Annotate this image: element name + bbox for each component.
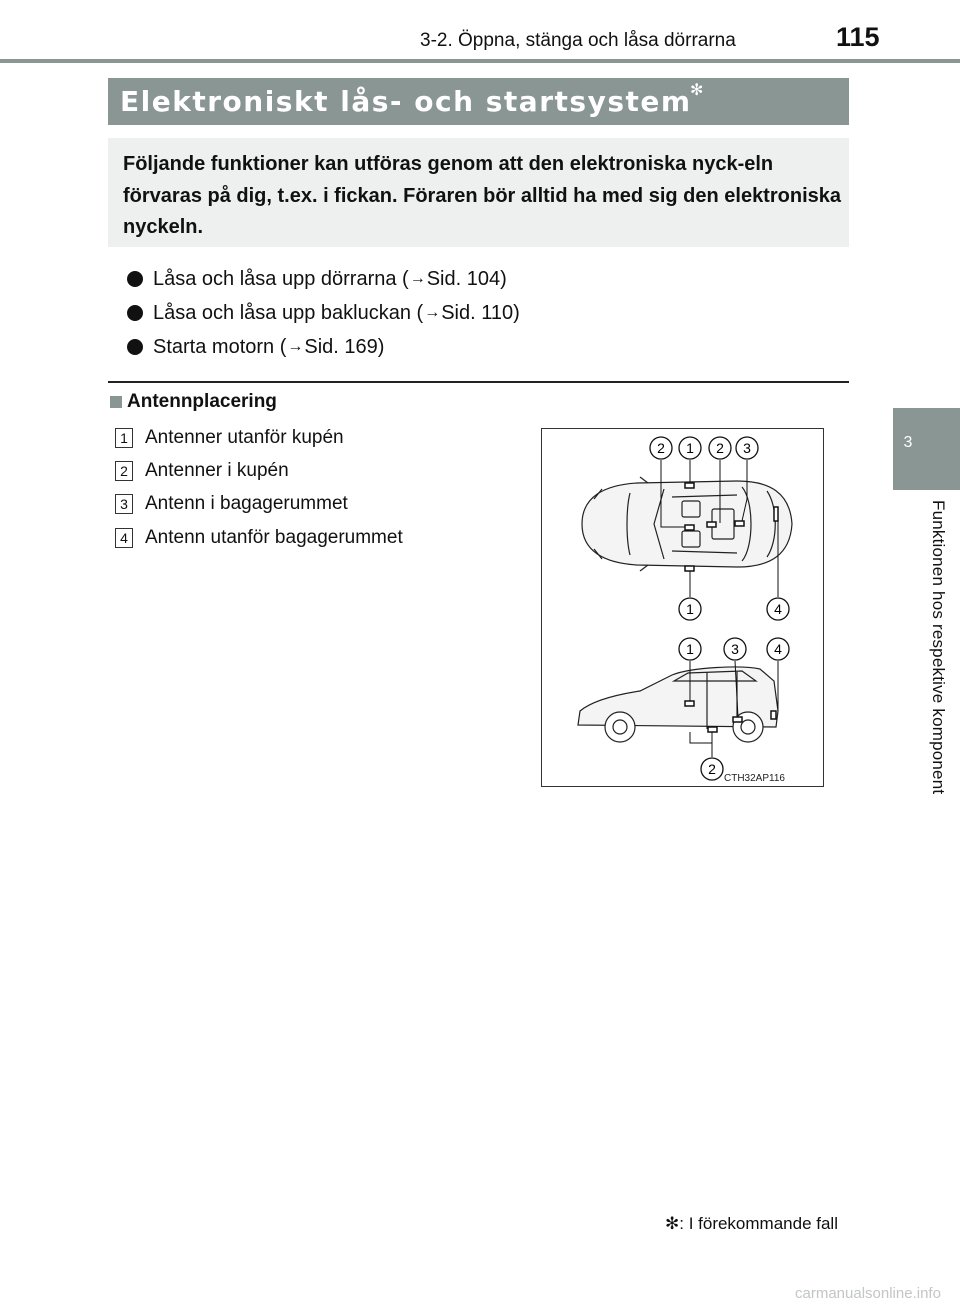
car-top-view [582,477,792,571]
legend-label: Antenn utanför bagagerummet [145,526,403,548]
list-item [127,330,520,364]
page-number: 115 [836,22,880,52]
bullet-icon [127,271,143,287]
legend-label: Antenner i kupén [145,459,289,481]
callout-4: 4 [774,601,782,617]
arrow-right-icon: → [409,270,426,287]
antenna-legend [115,421,403,554]
intro-box [108,138,849,247]
intro-text: Följande funktioner kan utföras genom att den elektroniska nyck-eln förvaras på dig, t.ex. i fickan. Föraren bör alltid ha med sig den elektroniska nyckeln. [123,153,841,238]
page-reference[interactable]: Sid. 104) [426,267,507,290]
arrow-right-icon: → [287,338,304,355]
legend-number: 3 [115,494,133,514]
section-divider [108,381,849,383]
legend-number: 4 [115,528,133,548]
chapter-number: 3 [903,434,913,451]
bullet-icon [127,305,143,321]
legend-item [115,454,403,487]
car-illustration [542,429,825,788]
car-side-view [578,667,778,742]
optional-marker: ✻ [690,82,704,99]
callout-3: 3 [731,641,739,657]
legend-item [115,421,403,454]
callout-2: 2 [716,440,724,456]
watermark: carmanualsonline.info [795,1285,941,1302]
callout-2: 2 [657,440,665,456]
callout-2: 2 [708,761,716,777]
legend-item [115,521,403,554]
callout-1: 1 [686,601,694,617]
legend-number: 2 [115,461,133,481]
list-item-text: Låsa och låsa upp bakluckan ( [153,301,424,324]
callout-1: 1 [686,641,694,657]
antenna-location-figure [541,428,824,787]
list-item [127,296,520,330]
square-bullet-icon [110,396,122,408]
figure-code: CTH32AP116 [724,773,785,784]
section-title: Elektroniskt lås- och startsystem [120,85,692,118]
footnote: ✻: I förekommande fall [665,1214,838,1233]
bullet-icon [127,339,143,355]
chapter-tab [893,408,960,490]
running-header: 3-2. Öppna, stänga och låsa dörrarna [420,30,736,51]
legend-label: Antenn i bagagerummet [145,493,348,515]
list-item-text: Starta motorn ( [153,335,287,358]
header-rule [0,59,960,63]
page-reference[interactable]: Sid. 110) [441,301,520,324]
function-list [127,262,520,364]
legend-item [115,488,403,521]
legend-label: Antenner utanför kupén [145,426,344,448]
chapter-title: Funktionen hos respektive komponent [929,500,948,795]
page-reference[interactable]: Sid. 169) [304,335,385,358]
list-item-text: Låsa och låsa upp dörrarna ( [153,267,409,290]
callout-3: 3 [743,440,751,456]
callout-1: 1 [686,440,694,456]
subheading-text: Antennplacering [127,391,277,412]
legend-number: 1 [115,428,133,448]
subheading [110,391,277,413]
arrow-right-icon: → [424,304,441,321]
section-title-bar [108,78,849,125]
list-item [127,262,520,296]
callout-4: 4 [774,641,782,657]
